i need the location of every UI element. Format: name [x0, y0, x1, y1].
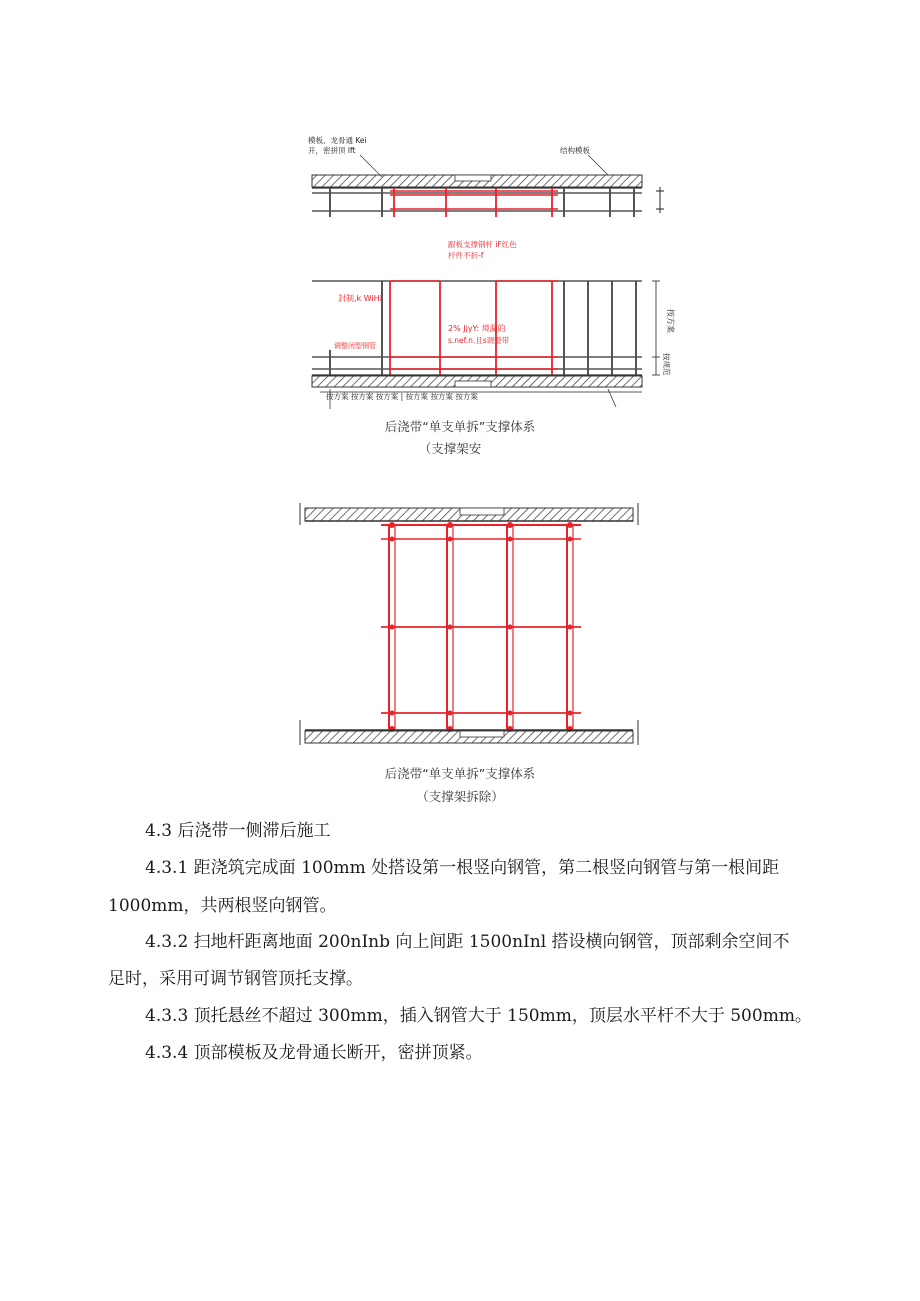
figure-2-removal-diagram: [295, 495, 645, 750]
label-red-left: 封制,k WiHi: [338, 294, 382, 303]
paragraph-4-3-1-line1: 4.3.1 距浇筑完成面 100mm 处搭设第一根竖向钢管，第二根竖向钢管与第一根间距: [145, 858, 780, 878]
removal-lower-slab: [300, 720, 638, 745]
paragraph-4-3-1-line2: 1000mm，共两根竖向钢管。: [108, 896, 337, 916]
removal-support-frame: [381, 525, 581, 729]
label-structure-formwork: 结构模板: [560, 146, 590, 155]
label-red-left-2: 调整闭型钢管: [334, 342, 376, 350]
paragraph-4-3-4: 4.3.4 顶部模板及龙骨通长断开，密拼顶紧。: [145, 1043, 483, 1063]
paragraph-4-3-2-line1: 4.3.2 扫地杆距离地面 200nInb 向上间距 1500nInl 搭设横向钢管，顶部剩余空间不: [145, 932, 790, 952]
label-red-center-2: s.nef.n.且s调整带: [448, 336, 510, 345]
figure-2-caption: [0, 764, 920, 782]
label-formwork-left-2: 开，密拼顶 lft: [308, 146, 356, 155]
figure-1-caption: [0, 417, 920, 435]
label-dim-upper: 按方案: [666, 309, 675, 333]
paragraph-4-3-3: 4.3.3 顶托悬丝不超过 300mm，插入钢管大于 150mm，顶层水平杆不大于 500mm。: [145, 1006, 812, 1026]
section-heading: 4.3 后浇带一侧滞后施工: [145, 821, 331, 841]
paragraph-4-3-2-line2: 足时，采用可调节钢管顶托支撑。: [108, 969, 363, 989]
label-dim-lower: 按规范: [662, 353, 671, 376]
label-bottom-dims: 按方案 按方案 按方案 | 按方案 按方案 按方案: [326, 392, 478, 401]
figure-1-subcaption: [0, 439, 910, 457]
figure-1-caption-line2: （支撑架安: [418, 441, 482, 456]
upper-slab: [312, 175, 642, 188]
figure-2-caption-line2: （支撑架拆除）: [416, 789, 504, 804]
figure-2-subcaption: [0, 787, 920, 805]
label-formwork-left-1: 模板、龙骨通 Kei: [308, 136, 367, 145]
label-red-center-1: 2% JjyY: 境漏的: [448, 324, 506, 333]
figure-2-caption-line1: 后浇带“单支单拆”支撑体系: [384, 766, 536, 781]
figure-1-install-diagram: [290, 125, 690, 415]
lower-slab: [312, 375, 642, 387]
upper-supports: [312, 188, 642, 217]
removal-upper-slab: [300, 503, 638, 525]
figure-1-caption-line1: 后浇带“单支单拆”支撑体系: [384, 419, 536, 434]
label-red-note-1: 跟板支撑钢杆 iF红色: [448, 240, 517, 249]
label-red-note-2: 杆件不折-f: [448, 251, 484, 260]
